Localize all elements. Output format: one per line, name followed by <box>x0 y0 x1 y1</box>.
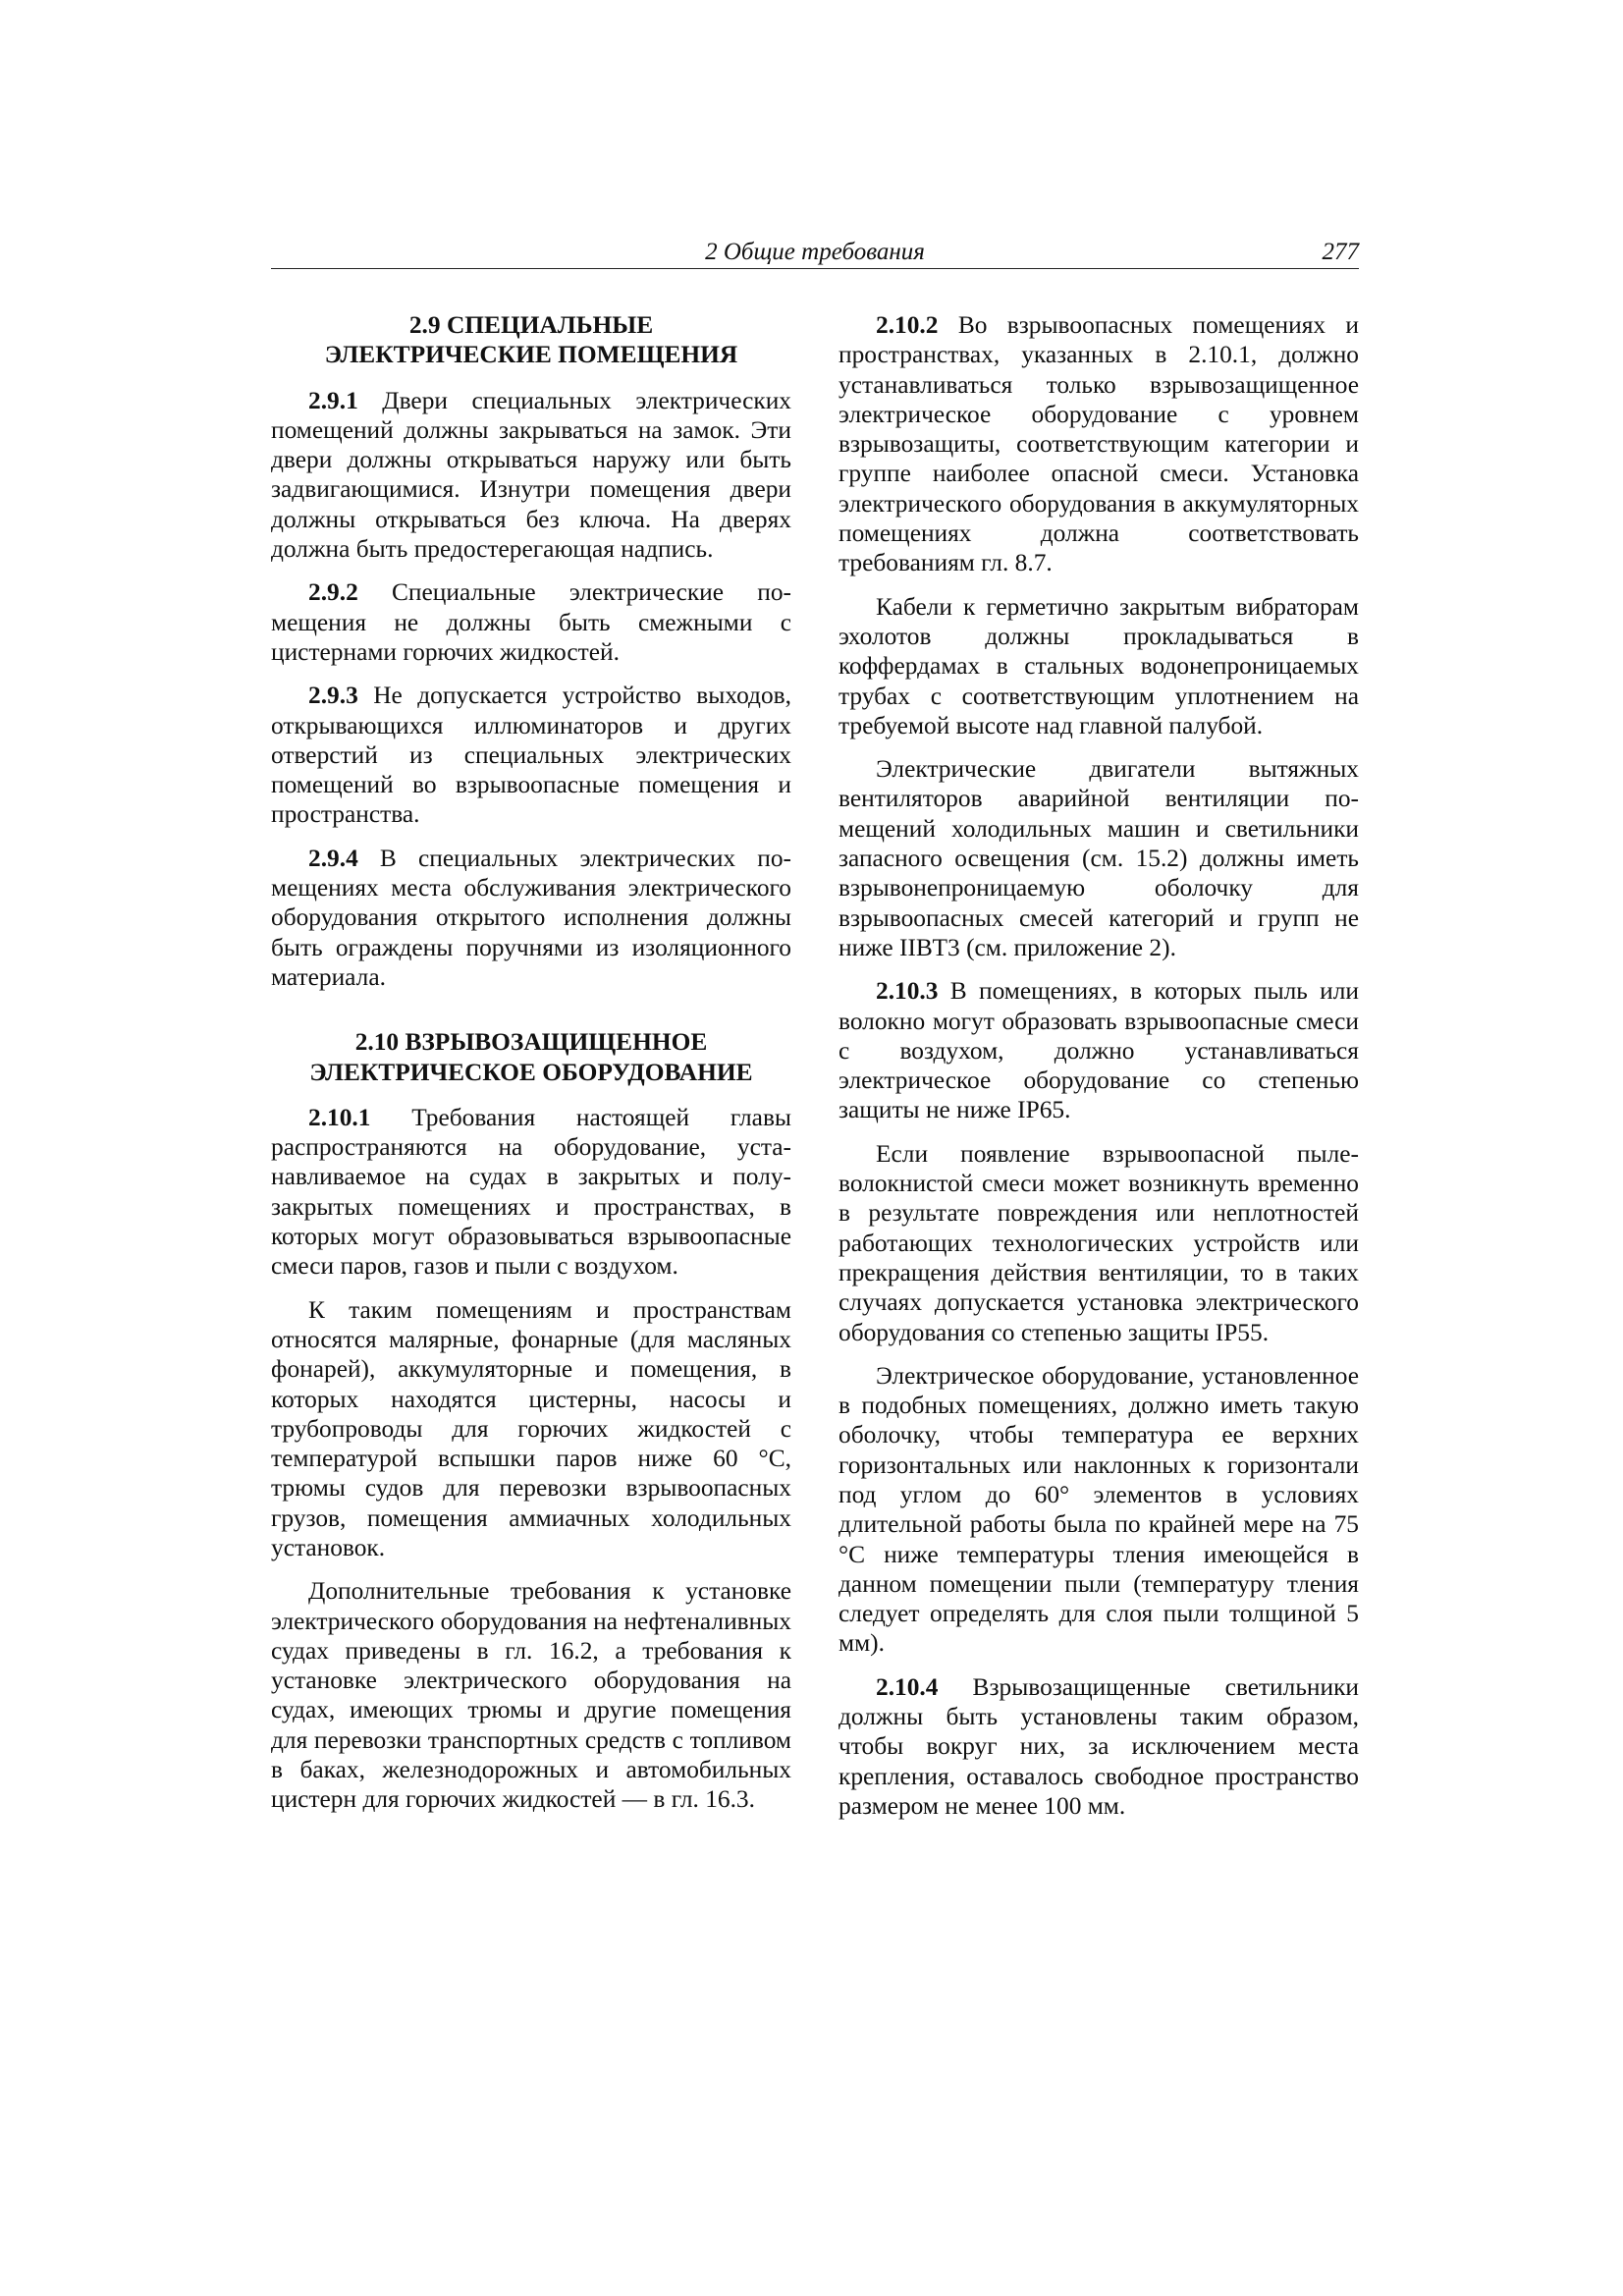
clause-number: 2.10.2 <box>876 311 939 339</box>
section-heading-2-10: 2.10 ВЗРЫВОЗАЩИЩЕННОЕ ЭЛЕКТРИЧЕСКОЕ ОБОРУДОВАНИЕ <box>309 1028 753 1086</box>
page-number: 277 <box>1322 239 1359 265</box>
paragraph-text: В специальных электрических помещениях места обслуживания электрического оборудования открытого исполнения должны быть ограждены поручнями из изоляционного материала. <box>271 844 791 991</box>
running-header <box>271 239 1359 269</box>
paragraph-text: Взрывозащищенные светильники должны быть установлены таким образом, чтобы вокруг них, за исключением места крепления, оставалось свободное пространство размером не менее 100 мм. <box>839 1672 1359 1820</box>
paragraph-premises-list: К таким помещениям и пространствам относятся малярные, фонарные (для масляных фонарей), аккумуляторные и помещения, в которых находятся цистерны, насосы и трубопроводы для горючих жидкостей с температурой вспышки паров ниже 60 °С, трюмы судов для перевозки взрывоопасных грузов, помещения аммиачных холодильных установок. <box>271 1295 791 1561</box>
paragraph-text: Специальные электрические помещения не должны быть смежными с цистернами горючих жидкостей. <box>271 578 791 666</box>
paragraph-cables: Кабели к герметично закрытым вибраторам эхолотов должны прокладываться в коффердамах в стальных водонепроницаемых трубах с соответствующим уплотнением на требуемой высоте над главной палубой. <box>839 592 1359 739</box>
paragraph-text: Не допускается устройство выходов, открывающихся иллюминаторов и других отверстий из специальных электрических помещений во взрывоопасные помещения и пространства. <box>271 682 791 829</box>
paragraph-2-9-1 <box>271 386 791 565</box>
section-heading-2-9: 2.9 СПЕЦИАЛЬНЫЕ ЭЛЕКТРИЧЕСКИЕ ПОМЕЩЕНИЯ <box>324 311 738 369</box>
paragraph-text: В помещениях, в которых пыль или волокно могут образовать взрывоопасные смеси с воздухом, должно устанавливаться электрическое оборудование со степенью защиты не ниже IP65. <box>839 977 1359 1124</box>
paragraph-text: Двери специальных электрических помещений должны закрываться на замок. Эти двери должны открываться наружу или быть задвигающимися. Изнутри помещения двери должны открываться без ключа. На дверях должна быть предостерегающая надпись. <box>271 386 791 564</box>
paragraph-text: Требования настоящей главы распространяются на оборудование, устанавливаемое на судах в закрытых и полузакрытых помещениях и пространствах, в которых могут образовываться взрывоопасные смеси паров, газов и пыли с воздухом. <box>271 1103 791 1281</box>
paragraph-2-9-2 <box>271 577 791 667</box>
clause-number: 2.9.1 <box>308 386 358 414</box>
clause-number: 2.9.2 <box>308 578 358 607</box>
paragraph-enclosure-temperature: Электрическое оборудование, установленное в подобных помещениях, должно иметь такую оболочку, чтобы температура ее верхних горизонтальных или наклонных к горизонтали под углом до 60° элементов в условиях длительной работы была по крайней мере на 75 °С ниже температуры тления имеющейся в данном помещении пыли (температуру тления следует определять для слоя пыли толщиной 5 мм). <box>839 1361 1359 1658</box>
clause-number: 2.10.4 <box>876 1672 939 1701</box>
clause-number: 2.10.1 <box>308 1103 371 1131</box>
right-column <box>839 310 1359 1834</box>
clause-number: 2.9.4 <box>308 844 358 872</box>
paragraph-2-10-4 <box>839 1672 1359 1821</box>
running-title: 2 Общие требования <box>705 239 925 265</box>
left-column <box>271 310 791 1829</box>
paragraph-text: Во взрывоопасных помещениях и пространствах, указанных в 2.10.1, должно устанавливаться только взрывозащищенное электрическое оборудование с уровнем взрывозащиты, соответствующим категории и группе наиболее опасной смеси. Установка электрического оборудования в аккумуляторных помещениях должна соответствовать требованиям гл. 8.7. <box>839 311 1359 577</box>
paragraph-2-10-3 <box>839 976 1359 1124</box>
paragraph-2-10-1 <box>271 1103 791 1282</box>
paragraph-2-9-4 <box>271 844 791 992</box>
clause-number: 2.10.3 <box>876 977 939 1006</box>
paragraph-dust-mixture: Если появление взрывоопасной пылеволокнистой смеси может возникнуть временно в результате повреждения или неплотностей работающих технологических устройств или прекращения действия вентиляции, то в таких случаях допускается установка электрического оборудования со степенью защиты IP55. <box>839 1139 1359 1346</box>
clause-number: 2.9.3 <box>308 682 358 710</box>
paragraph-2-9-3 <box>271 681 791 829</box>
paragraph-motors: Электрические двигатели вытяжных вентиляторов аварийной вентиляции помещений холодильных машин и светильники запасного освещения (см. 15.2) должны иметь взрывонепроницаемую оболочку для взрывоопасных смесей категорий и групп не ниже IIВТ3 (см. приложение 2). <box>839 755 1359 961</box>
paragraph-additional-requirements: Дополнительные требования к установке электрического оборудования на нефтеналивных судах приведены в гл. 16.2, а требования к установке электрического оборудования на судах, имеющих трюмы и другие помещения для перевозки транспортных средств с топливом в баках, железнодорожных и автомобильных цистерн для горючих жидкостей — в гл. 16.3. <box>271 1577 791 1814</box>
paragraph-2-10-2 <box>839 310 1359 578</box>
